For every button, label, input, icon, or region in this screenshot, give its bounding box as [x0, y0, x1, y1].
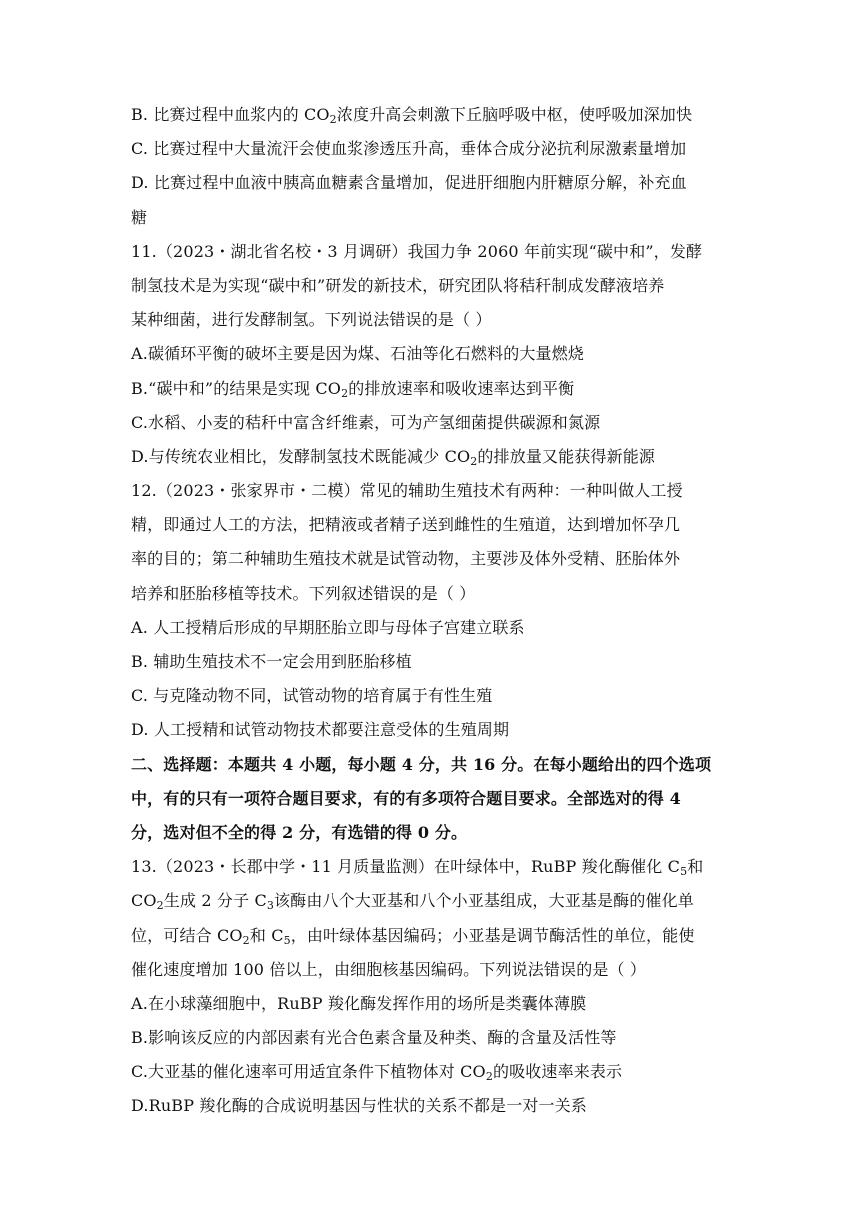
subscript: 2 [341, 386, 349, 400]
text-run: A.在小球藻细胞中，RuBP 羧化酶发挥作用的场所是类囊体薄膜 [131, 993, 587, 1013]
text-run: B.“碳中和”的结果是实现 CO [131, 378, 342, 398]
text-run: 中，有的只有一项符合题目要求，有的有多项符合题目要求。全部选对的得 4 [131, 788, 681, 808]
text-line [131, 987, 731, 1021]
text-run: 催化速度增加 100 倍以上，由细胞核基因编码。下列说法错误的是（ ） [131, 959, 647, 979]
text-run: 的排放速率和吸收速率达到平衡 [348, 378, 575, 398]
text-run: 某种细菌，进行发酵制氢。下列说法错误的是（ ） [131, 310, 492, 330]
text-line [131, 611, 731, 645]
text-run: 浓度升高会刺激下丘脑呼吸中枢，使呼吸加深加快 [336, 105, 693, 124]
text-run: 的吸收速率来表示 [492, 1062, 623, 1082]
text-line [131, 816, 731, 850]
text-run: D. 比赛过程中血液中胰高血糖素含量增加，促进肝细胞内肝糖原分解，补充血 [131, 173, 687, 193]
text-line [131, 679, 731, 713]
text-line [131, 303, 731, 337]
text-run: 分，选对但不全的得 2 分，有选错的得 0 分。 [131, 822, 468, 842]
text-run: 和 [687, 857, 704, 877]
text-line [131, 713, 731, 747]
text-run: 培养和胚胎移植等技术。下列叙述错误的是（ ） [131, 583, 476, 603]
text-run: D. 人工授精和试管动物技术都要注意受体的生殖周期 [131, 720, 510, 740]
text-line [131, 372, 731, 406]
text-run: 位，可结合 CO [131, 925, 243, 945]
text-line [131, 201, 731, 235]
text-run: 精，即通过人工的方法，把精液或者精子送到雌性的生殖道，达到增加怀孕几 [131, 515, 681, 535]
subscript: 2 [485, 1070, 493, 1084]
text-line [131, 748, 731, 782]
document-page [131, 98, 731, 1124]
text-run: ，由叶绿体基因编码；小亚基是调节酶活性的单位，能使 [290, 925, 695, 945]
subscript: 2 [470, 454, 478, 468]
text-line [131, 577, 731, 611]
text-line [131, 782, 731, 816]
subscript: 5 [680, 865, 688, 879]
text-line [131, 1021, 731, 1055]
text-run: 生成 2 分子 C [163, 891, 267, 911]
text-line [131, 1055, 731, 1089]
text-line [131, 645, 731, 679]
text-run: 12.（2023・张家界市・二模）常见的辅助生殖技术有两种：一种叫做人工授 [131, 481, 683, 501]
text-line [131, 337, 731, 371]
subscript: 2 [242, 933, 250, 947]
text-run: 13.（2023・长郡中学・11 月质量监测）在叶绿体中，RuBP 羧化酶催化 C [131, 857, 681, 877]
text-line [131, 1089, 731, 1123]
text-run: 二、选择题：本题共 4 小题，每小题 4 分，共 16 分。在每小题给出的四个选项 [131, 754, 712, 774]
text-line [131, 884, 731, 918]
text-run: 糖 [131, 207, 148, 227]
subscript: 5 [283, 933, 291, 947]
subscript: 2 [156, 899, 164, 913]
text-run: A.碳循环平衡的破坏主要是因为煤、石油等化石燃料的大量燃烧 [131, 344, 584, 364]
text-run: C.大亚基的催化速率可用适宜条件下植物体对 CO [131, 1062, 486, 1082]
text-line [131, 132, 731, 166]
text-run: A. 人工授精后形成的早期胚胎立即与母体子宫建立联系 [131, 617, 525, 637]
text-line [131, 166, 731, 200]
text-run: B.影响该反应的内部因素有光合色素含量及种类、酶的含量及活性等 [131, 1028, 617, 1048]
text-run: CO [131, 891, 157, 911]
text-line [131, 440, 731, 474]
text-line [131, 919, 731, 953]
text-line [131, 850, 731, 884]
text-line [131, 474, 731, 508]
text-run: 制氢技术是为实现“碳中和”研发的新技术，研究团队将秸秆制成发酵液培养 [131, 275, 665, 295]
text-line [131, 235, 731, 269]
text-run: D.与传统农业相比，发酵制氢技术既能减少 CO [131, 446, 471, 466]
text-run: C. 与克隆动物不同，试管动物的培育属于有性生殖 [131, 686, 493, 706]
text-run: 11.（2023・湖北省名校・3 月调研）我国力争 2060 年前实现“碳中和”，发酵 [131, 241, 703, 261]
text-line [131, 406, 731, 440]
subscript: 2 [329, 113, 337, 126]
text-line [131, 953, 731, 987]
text-run: D.RuBP 羧化酶的合成说明基因与性状的关系不都是一对一关系 [131, 1096, 587, 1116]
text-line [131, 542, 731, 576]
text-run: C. 比赛过程中大量流汗会使血浆渗透压升高，垂体合成分泌抗利尿激素量增加 [131, 139, 687, 159]
text-line [131, 98, 731, 132]
text-line [131, 508, 731, 542]
text-run: 率的目的；第二种辅助生殖技术就是试管动物，主要涉及体外受精、胚胎体外 [131, 549, 681, 569]
text-run: C.水稻、小麦的秸秆中富含纤维素，可为产氢细菌提供碳源和氮源 [131, 412, 601, 432]
text-run: 的排放量又能获得新能源 [477, 446, 656, 466]
text-run: 和 C [249, 925, 284, 945]
text-line [131, 269, 731, 303]
text-run: B. 比赛过程中血浆内的 CO [131, 105, 330, 124]
text-run: 该酶由八个大亚基和八个小亚基组成，大亚基是酶的催化单 [274, 891, 694, 911]
subscript: 3 [266, 899, 275, 913]
text-run: B. 辅助生殖技术不一定会用到胚胎移植 [131, 652, 412, 671]
